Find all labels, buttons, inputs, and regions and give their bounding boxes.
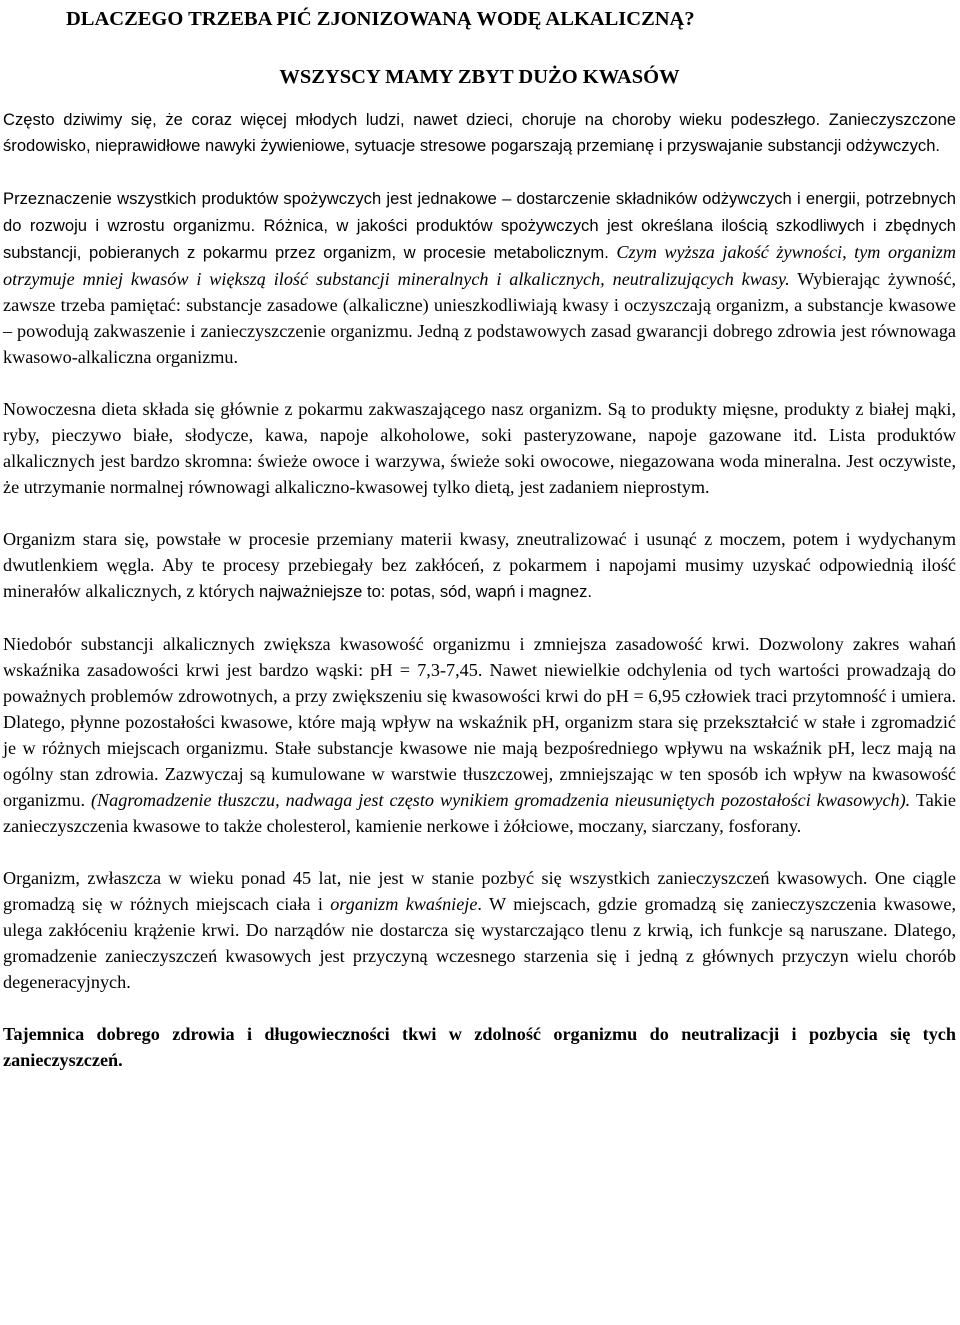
paragraph-acid-removal-text: Organizm stara się, powstałe w procesie przemiany materii kwasy, zneutralizować i usunąć z moczem, potem i wydychanym dwutlenkiem węgla. Aby te procesy przebiegały bez zakłóceń, z pokarmem i napojami musimy uzyskać odpowiednią ilość minerałów alkalicznych, z których: [3, 529, 956, 601]
paragraph-food-purpose-part-d: Wybierając żywność, zawsze trzeba pamiętać: substancje zasadowe (alkaliczne) unieszkodliwiają kwasy i oczyszczają organizm, a substancje kwasowe – powodują zakwaszenie i zanieczyszczenie organizmu. Jedną z podstawowych zasad gwarancji dobrego zdrowia jest równowaga kwasowo-alkaliczna organizmu.: [3, 269, 957, 367]
paragraph-food-purpose-part-a: Przeznaczenie wszystkich produktów spożywczych jest jednakowe – dostarczenie składników odżywczych i energii, potrzebnych do rozwoju i wzrostu organizmu.: [3, 189, 956, 235]
paragraph-intro: [3, 107, 956, 159]
paragraph-conclusion-text: Tajemnica dobrego zdrowia i długowieczności tkwi w zdolność organizmu do neutralizacji i pozbycia się tych zanieczyszczeń.: [3, 1024, 956, 1070]
paragraph-aging-part-a: Organizm, zwłaszcza w wieku ponad 45 lat, nie jest w stanie pozbyć się wszystkich zanieczyszczeń kwasowych. One ciągle gromadzą się w różnych miejscach ciała i: [3, 868, 956, 914]
paragraph-intro-part-a: Często dziwimy się, że coraz więcej młodych ludzi, nawet dzieci, choruje na choroby wieku podeszłego.: [3, 110, 821, 129]
paragraph-alkaline-deficiency-text: Niedobór substancji alkalicznych zwiększa kwasowość organizmu i zmniejsza zasadowość krwi. Dozwolony zakres wahań wskaźnika zasadowości krwi jest bardzo wąski: pH = 7,3-7,45. Nawet niewielkie odchylenia od tych wartości prowadzają do poważnych problemów zdrowotnych, a przy zwiększeniu się kwasowości krwi do pH = 6,95 człowiek traci przytomność i umiera. Dlatego, płynne pozostałości kwasowe, które mają wpływ na wskaźnik pH, organizm stara się przekształcić w stałe i zgromadzić je w różnych miejscach organizmu. Stałe substancje kwasowe nie mają bezpośredniego wpływu na wskaźnik pH, lecz mają na ogólny stan zdrowia. Zazwyczaj są kumulowane w warstwie tłuszczowej, zmniejszając w ten sposób ich wpływ na kwasowość organizmu.: [3, 634, 956, 810]
paragraph-aging-part-c: . W miejscach, gdzie gromadzą się zanieczyszczenia kwasowe, ulega zakłóceniu krążenie krwi. Do narządów nie dostarcza się wystarczająco tlenu z krwią, ich funkcje są naruszane. Dlatego, gromadzenie zanieczyszczeń kwasowych jest przyczyną wczesnego starzenia się i jedną z głównych przyczyn wielu chorób degeneracyjnych.: [3, 894, 957, 992]
paragraph-aging: [3, 865, 956, 995]
paragraph-conclusion: [3, 1021, 956, 1073]
paragraph-modern-diet-text: Nowoczesna dieta składa się głównie z pokarmu zakwaszającego nasz organizm. Są to produkty mięsne, produkty z białej mąki, ryby, pieczywo białe, słodycze, kawa, napoje alkoholowe, soki pasteryzowane, napoje gazowane itd. Lista produktów alkalicznych jest bardzo skromna: świeże owoce i warzywa, świeże soki owocowe, niegazowana woda mineralna. Jest oczywiste, że utrzymanie normalnej równowagi alkaliczno-kwasowej tylko dietą, jest zadaniem nieprostym.: [3, 399, 956, 497]
document-page: [3, 0, 956, 1073]
paragraph-food-purpose-italic: Czym wyższa jakość żywności, tym organizm otrzymuje mniej kwasów i większą ilość substancji mineralnych i alkalicznych, neutralizujących kwasy.: [3, 242, 957, 289]
paragraph-acid-removal: [3, 526, 956, 605]
document-subtitle: WSZYSCY MAMY ZBYT DUŻO KWASÓW: [279, 66, 680, 88]
paragraph-acid-removal-minerals: najważniejsze to: potas, sód, wapń i magnez.: [259, 582, 593, 601]
paragraph-alkaline-deficiency-italic: (Nagromadzenie tłuszczu, nadwaga jest często wynikiem gromadzenia nieusuniętych pozostałości kwasowych).: [90, 790, 911, 810]
paragraph-alkaline-deficiency: [3, 631, 956, 839]
paragraph-intro-part-b: Zanieczyszczone środowisko, nieprawidłowe nawyki żywieniowe, sytuacje stresowe pogarszają przemianę i przyswajanie substancji odżywczych.: [3, 110, 956, 155]
document-title: DLACZEGO TRZEBA PIĆ ZJONIZOWANĄ WODĘ ALKALICZNĄ?: [66, 8, 695, 30]
paragraph-aging-italic: organizm kwaśnieje: [330, 894, 478, 914]
paragraph-food-purpose-part-b: Różnica, w jakości produktów spożywczych jest określana ilością szkodliwych i zbędnych substancji, pobieranych z pokarmu przez organizm, w procesie metabolicznym.: [3, 216, 956, 262]
paragraph-modern-diet: [3, 396, 956, 500]
paragraph-food-purpose: [3, 185, 956, 370]
paragraph-alkaline-deficiency-end: Takie zanieczyszczenia kwasowe to także cholesterol, kamienie nerkowe i żółciowe, moczany, siarczany, fosforany.: [3, 790, 957, 836]
